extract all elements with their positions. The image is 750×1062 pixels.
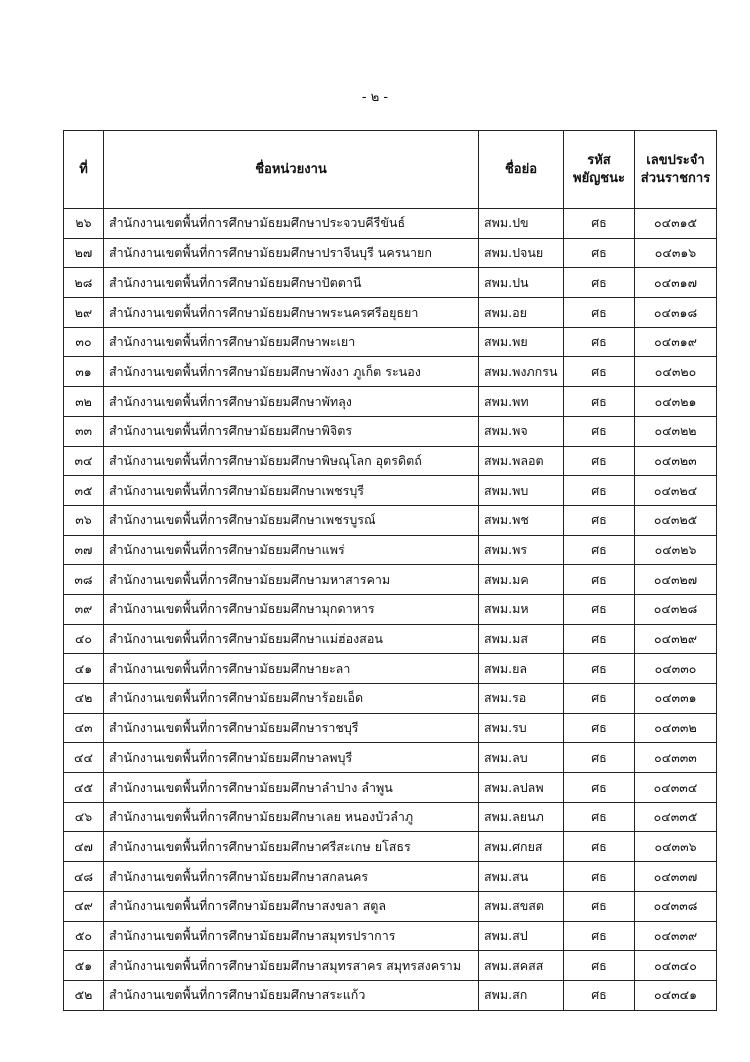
letter-code-cell: ศธ [564,980,635,1010]
table-row [64,238,717,268]
row-number-cell: ๓๑ [64,357,104,387]
row-number-cell: ๔๓ [64,713,104,743]
row-number-cell: ๕๒ [64,980,104,1010]
header-no: ที่ [64,131,104,209]
table-row [64,446,717,476]
agency-number-cell: ๐๔๓๒๕ [635,505,717,535]
agency-name-cell: สำนักงานเขตพื้นที่การศึกษามัธยมศึกษาเพชรบุรี [104,476,479,506]
agency-name-cell: สำนักงานเขตพื้นที่การศึกษามัธยมศึกษาสงขลา สตูล [104,891,479,921]
letter-code-cell: ศธ [564,268,635,298]
agency-name-cell: สำนักงานเขตพื้นที่การศึกษามัธยมศึกษายะลา [104,654,479,684]
abbreviation-cell: สพม.พจ [479,416,564,446]
agency-number-cell: ๐๔๓๑๘ [635,298,717,328]
header-row [64,131,717,209]
agency-name-cell: สำนักงานเขตพื้นที่การศึกษามัธยมศึกษาปัตตานี [104,268,479,298]
agency-name-cell: สำนักงานเขตพื้นที่การศึกษามัธยมศึกษามหาสารคาม [104,565,479,595]
abbreviation-cell: สพม.ลยนภ [479,802,564,832]
agency-number-cell: ๐๔๓๓๑ [635,684,717,714]
abbreviation-cell: สพม.สขสต [479,891,564,921]
table-row [64,535,717,565]
agency-number-cell: ๐๔๓๒๘ [635,594,717,624]
row-number-cell: ๓๐ [64,327,104,357]
abbreviation-cell: สพม.พงภกรน [479,357,564,387]
agency-number-cell: ๐๔๓๓๐ [635,654,717,684]
row-number-cell: ๔๒ [64,684,104,714]
table-row [64,802,717,832]
abbreviation-cell: สพม.ลบ [479,743,564,773]
agency-number-cell: ๐๔๓๓๙ [635,921,717,951]
row-number-cell: ๔๐ [64,624,104,654]
abbreviation-cell: สพม.พบ [479,476,564,506]
agency-name-cell: สำนักงานเขตพื้นที่การศึกษามัธยมศึกษาพัทลุง [104,387,479,417]
abbreviation-cell: สพม.สน [479,862,564,892]
row-number-cell: ๓๗ [64,535,104,565]
abbreviation-cell: สพม.พย [479,327,564,357]
abbreviation-cell: สพม.ปจนย [479,238,564,268]
letter-code-cell: ศธ [564,476,635,506]
abbreviation-cell: สพม.มค [479,565,564,595]
table-row [64,357,717,387]
table-row [64,327,717,357]
row-number-cell: ๔๕ [64,773,104,803]
table-row [64,298,717,328]
header-agency-number-line1: เลขประจำ [646,152,705,168]
header-abbreviation: ชื่อย่อ [479,131,564,209]
letter-code-cell: ศธ [564,327,635,357]
table-row [64,387,717,417]
row-number-cell: ๔๑ [64,654,104,684]
row-number-cell: ๓๖ [64,505,104,535]
agency-number-cell: ๐๔๓๒๓ [635,446,717,476]
agency-name-cell: สำนักงานเขตพื้นที่การศึกษามัธยมศึกษาพะเยา [104,327,479,357]
table-row [64,594,717,624]
abbreviation-cell: สพม.ยล [479,654,564,684]
table-row [64,268,717,298]
row-number-cell: ๓๙ [64,594,104,624]
abbreviation-cell: สพม.ปข [479,209,564,239]
row-number-cell: ๒๘ [64,268,104,298]
letter-code-cell: ศธ [564,891,635,921]
table-row [64,980,717,1010]
agency-number-cell: ๐๔๓๓๕ [635,802,717,832]
agency-number-cell: ๐๔๓๑๗ [635,268,717,298]
abbreviation-cell: สพม.พร [479,535,564,565]
abbreviation-cell: สพม.สป [479,921,564,951]
table-header [64,131,717,209]
header-agency-name: ชื่อหน่วยงาน [104,131,479,209]
agency-table [63,130,717,1011]
row-number-cell: ๔๘ [64,862,104,892]
agency-number-cell: ๐๔๓๒๔ [635,476,717,506]
letter-code-cell: ศธ [564,684,635,714]
table-row [64,832,717,862]
row-number-cell: ๓๕ [64,476,104,506]
agency-number-cell: ๐๔๓๓๒ [635,713,717,743]
abbreviation-cell: สพม.สก [479,980,564,1010]
agency-name-cell: สำนักงานเขตพื้นที่การศึกษามัธยมศึกษาประจวบคีรีขันธ์ [104,209,479,239]
header-agency-number-line2: ส่วนราชการ [640,170,711,186]
agency-number-cell: ๐๔๓๑๙ [635,327,717,357]
abbreviation-cell: สพม.ลปลพ [479,773,564,803]
letter-code-cell: ศธ [564,298,635,328]
abbreviation-cell: สพม.มส [479,624,564,654]
abbreviation-cell: สพม.มห [479,594,564,624]
agency-number-cell: ๐๔๓๒๐ [635,357,717,387]
agency-number-cell: ๐๔๓๒๑ [635,387,717,417]
letter-code-cell: ศธ [564,238,635,268]
table-row [64,209,717,239]
letter-code-cell: ศธ [564,862,635,892]
agency-number-cell: ๐๔๓๒๗ [635,565,717,595]
abbreviation-cell: สพม.รบ [479,713,564,743]
table-row [64,416,717,446]
row-number-cell: ๒๖ [64,209,104,239]
agency-number-cell: ๐๔๓๓๔ [635,773,717,803]
row-number-cell: ๔๗ [64,832,104,862]
letter-code-cell: ศธ [564,921,635,951]
table-row [64,951,717,981]
abbreviation-cell: สพม.ศกยส [479,832,564,862]
abbreviation-cell: สพม.พลอต [479,446,564,476]
letter-code-cell: ศธ [564,802,635,832]
agency-number-cell: ๐๔๓๑๖ [635,238,717,268]
table-row [64,476,717,506]
abbreviation-cell: สพม.อย [479,298,564,328]
row-number-cell: ๔๖ [64,802,104,832]
row-number-cell: ๓๒ [64,387,104,417]
letter-code-cell: ศธ [564,387,635,417]
agency-number-cell: ๐๔๓๓๗ [635,862,717,892]
agency-number-cell: ๐๔๓๒๖ [635,535,717,565]
agency-name-cell: สำนักงานเขตพื้นที่การศึกษามัธยมศึกษาราชบุรี [104,713,479,743]
agency-name-cell: สำนักงานเขตพื้นที่การศึกษามัธยมศึกษาแพร่ [104,535,479,565]
letter-code-cell: ศธ [564,832,635,862]
letter-code-cell: ศธ [564,951,635,981]
letter-code-cell: ศธ [564,565,635,595]
table-row [64,654,717,684]
agency-number-cell: ๐๔๓๒๙ [635,624,717,654]
header-letter-code-line1: รหัส [587,152,611,168]
row-number-cell: ๔๙ [64,891,104,921]
table-row [64,743,717,773]
agency-name-cell: สำนักงานเขตพื้นที่การศึกษามัธยมศึกษาสมุทรปราการ [104,921,479,951]
letter-code-cell: ศธ [564,416,635,446]
agency-name-cell: สำนักงานเขตพื้นที่การศึกษามัธยมศึกษาพิษณุโลก อุตรดิตถ์ [104,446,479,476]
letter-code-cell: ศธ [564,713,635,743]
agency-name-cell: สำนักงานเขตพื้นที่การศึกษามัธยมศึกษาเลย หนองบัวลำภู [104,802,479,832]
letter-code-cell: ศธ [564,654,635,684]
row-number-cell: ๓๓ [64,416,104,446]
letter-code-cell: ศธ [564,357,635,387]
row-number-cell: ๔๔ [64,743,104,773]
agency-number-cell: ๐๔๓๔๑ [635,980,717,1010]
abbreviation-cell: สพม.สคสส [479,951,564,981]
agency-name-cell: สำนักงานเขตพื้นที่การศึกษามัธยมศึกษาร้อยเอ็ด [104,684,479,714]
table-row [64,624,717,654]
table-row [64,565,717,595]
row-number-cell: ๕๐ [64,921,104,951]
table-row [64,921,717,951]
abbreviation-cell: สพม.รอ [479,684,564,714]
table-row [64,505,717,535]
row-number-cell: ๓๔ [64,446,104,476]
letter-code-cell: ศธ [564,535,635,565]
table-row [64,713,717,743]
agency-name-cell: สำนักงานเขตพื้นที่การศึกษามัธยมศึกษาพังงา ภูเก็ต ระนอง [104,357,479,387]
table-row [64,862,717,892]
letter-code-cell: ศธ [564,624,635,654]
agency-number-cell: ๐๔๓๔๐ [635,951,717,981]
row-number-cell: ๒๙ [64,298,104,328]
abbreviation-cell: สพม.พช [479,505,564,535]
row-number-cell: ๒๗ [64,238,104,268]
header-letter-code [564,131,635,209]
letter-code-cell: ศธ [564,743,635,773]
agency-name-cell: สำนักงานเขตพื้นที่การศึกษามัธยมศึกษาเพชรบูรณ์ [104,505,479,535]
header-agency-number [635,131,717,209]
letter-code-cell: ศธ [564,446,635,476]
table-row [64,773,717,803]
agency-name-cell: สำนักงานเขตพื้นที่การศึกษามัธยมศึกษาพิจิตร [104,416,479,446]
agency-name-cell: สำนักงานเขตพื้นที่การศึกษามัธยมศึกษาลำปาง ลำพูน [104,773,479,803]
agency-name-cell: สำนักงานเขตพื้นที่การศึกษามัธยมศึกษาสระแก้ว [104,980,479,1010]
row-number-cell: ๓๘ [64,565,104,595]
agency-name-cell: สำนักงานเขตพื้นที่การศึกษามัธยมศึกษาลพบุรี [104,743,479,773]
agency-name-cell: สำนักงานเขตพื้นที่การศึกษามัธยมศึกษาสกลนคร [104,862,479,892]
agency-number-cell: ๐๔๓๓๘ [635,891,717,921]
agency-number-cell: ๐๔๓๓๓ [635,743,717,773]
letter-code-cell: ศธ [564,773,635,803]
header-letter-code-line2: พยัญชนะ [573,170,625,186]
table-row [64,684,717,714]
letter-code-cell: ศธ [564,209,635,239]
agency-name-cell: สำนักงานเขตพื้นที่การศึกษามัธยมศึกษาสมุทรสาคร สมุทรสงคราม [104,951,479,981]
page-number: - ๒ - [361,90,389,105]
letter-code-cell: ศธ [564,505,635,535]
agency-name-cell: สำนักงานเขตพื้นที่การศึกษามัธยมศึกษาปราจีนบุรี นครนายก [104,238,479,268]
agency-number-cell: ๐๔๓๑๕ [635,209,717,239]
row-number-cell: ๕๑ [64,951,104,981]
abbreviation-cell: สพม.พท [479,387,564,417]
letter-code-cell: ศธ [564,594,635,624]
agency-name-cell: สำนักงานเขตพื้นที่การศึกษามัธยมศึกษามุกดาหาร [104,594,479,624]
agency-number-cell: ๐๔๓๒๒ [635,416,717,446]
agency-name-cell: สำนักงานเขตพื้นที่การศึกษามัธยมศึกษาพระนครศรีอยุธยา [104,298,479,328]
agency-number-cell: ๐๔๓๓๖ [635,832,717,862]
table-body [64,209,717,1011]
abbreviation-cell: สพม.ปน [479,268,564,298]
agency-name-cell: สำนักงานเขตพื้นที่การศึกษามัธยมศึกษาแม่ฮ่องสอน [104,624,479,654]
agency-name-cell: สำนักงานเขตพื้นที่การศึกษามัธยมศึกษาศรีสะเกษ ยโสธร [104,832,479,862]
table-row [64,891,717,921]
